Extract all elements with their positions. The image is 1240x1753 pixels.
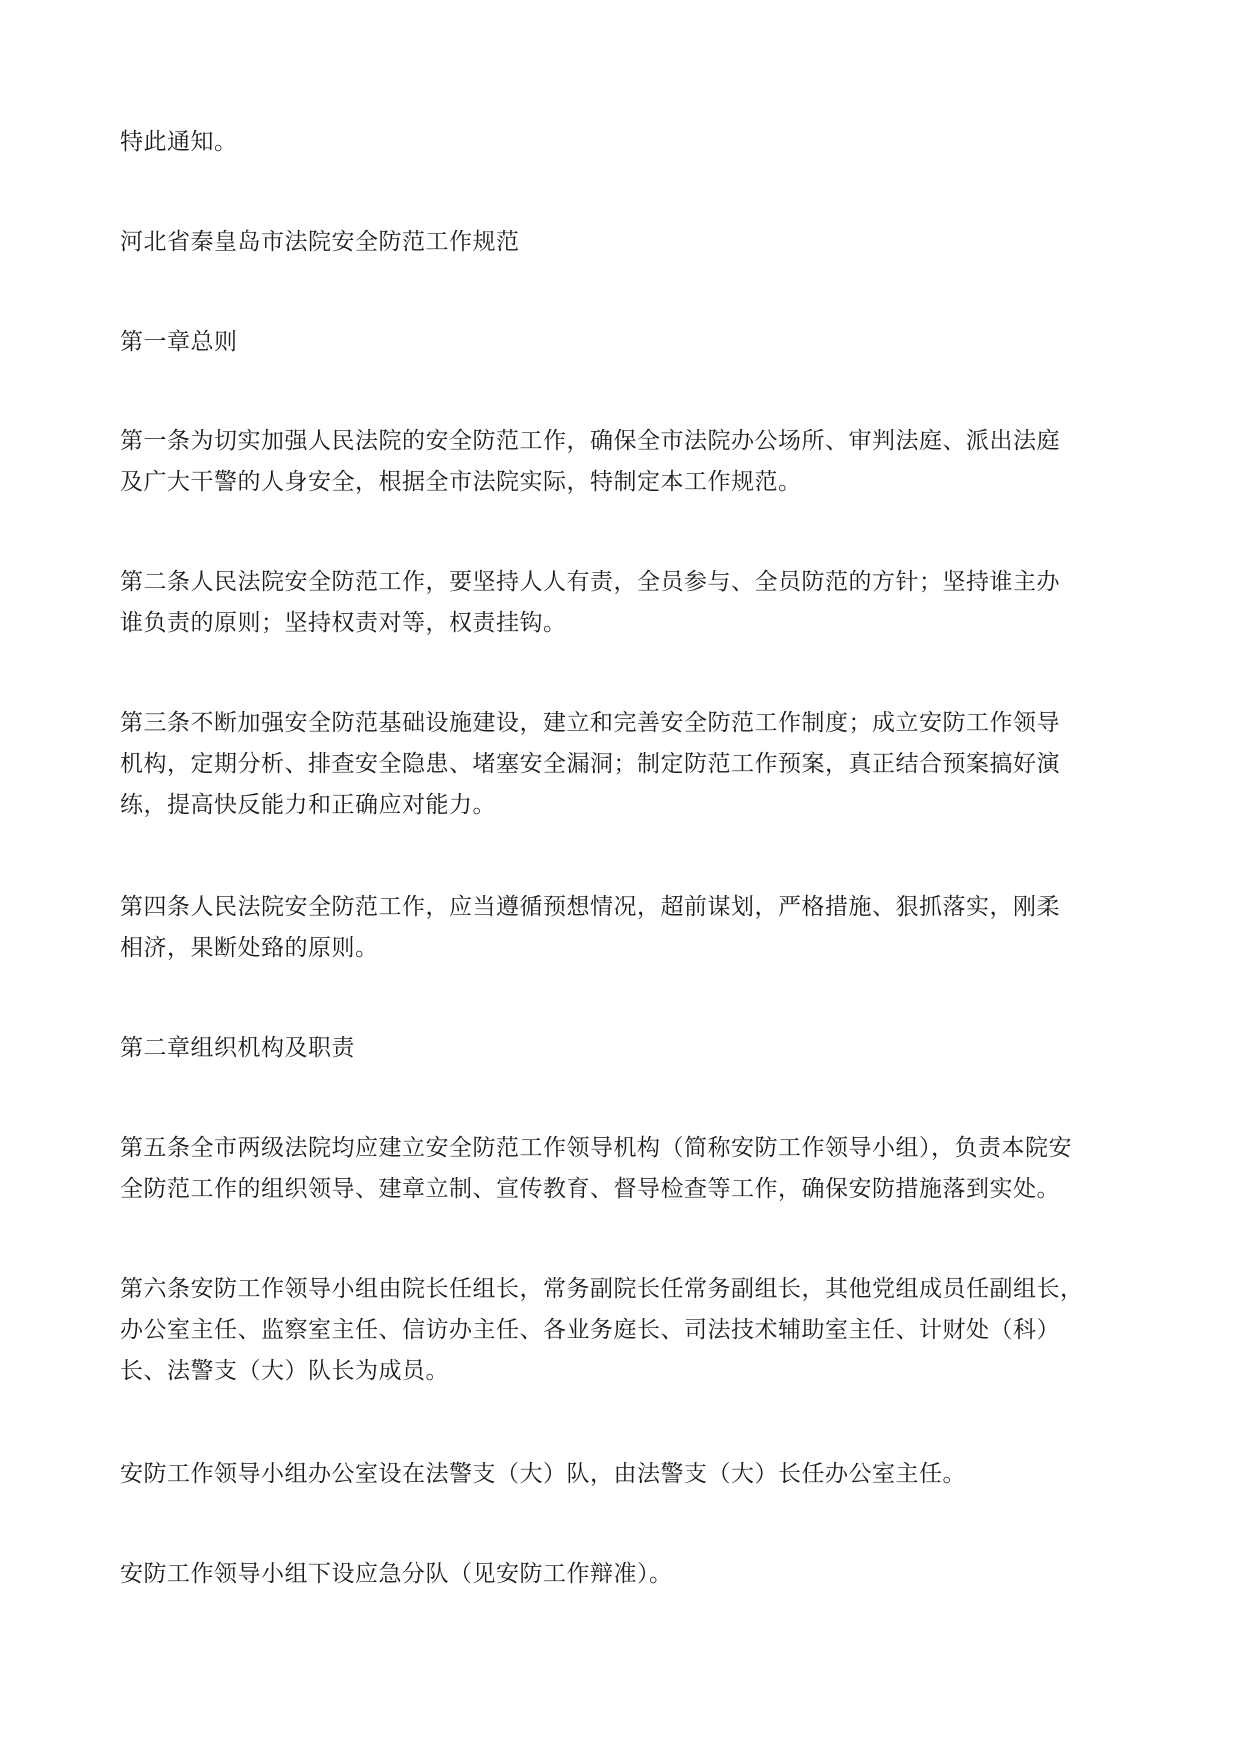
text-line: 机构，定期分析、排查安全隐患、堵塞安全漏洞；制定防范工作预案，真正结合预案搞好演 (120, 751, 1060, 777)
text-line: 第六条安防工作领导小组由院长任组长，常务副院长任常务副组长，其他党组成员任副组长， (120, 1276, 1084, 1302)
text-line: 第二章组织机构及职责 (120, 1035, 355, 1061)
text-line: 办公室主任、监察室主任、信访办主任、各业务庭长、司法技术辅助室主任、计财处（科） (120, 1317, 1060, 1343)
closing-note (120, 122, 1130, 163)
text-line: 第二条人民法院安全防范工作，要坚持人人有责，全员参与、全员防范的方针；坚持谁主办 (120, 569, 1060, 595)
text-line: 全防范工作的组织领导、建章立制、宣传教育、督导检查等工作，确保安防措施落到实处。 (120, 1176, 1060, 1202)
text-line: 第三条不断加强安全防范基础设施建设，建立和完善安全防范工作制度；成立安防工作领导 (120, 710, 1060, 736)
text-line: 安防工作领导小组下设应急分队（见安防工作辩准）。 (120, 1561, 673, 1587)
article-1 (120, 421, 1130, 503)
text-line: 谁负责的原则；坚持权责对等，权责挂钩。 (120, 610, 567, 636)
text-line: 安防工作领导小组办公室设在法警支（大）队，由法警支（大）长任办公室主任。 (120, 1461, 966, 1487)
article-6 (120, 1269, 1130, 1392)
emergency-team-note (120, 1554, 1130, 1595)
article-5 (120, 1128, 1130, 1210)
text-line: 特此通知。 (120, 129, 238, 155)
text-line: 长、法警支（大）队长为成员。 (120, 1358, 449, 1384)
text-line: 河北省秦皇岛市法院安全防范工作规范 (120, 229, 520, 255)
chapter-heading-2 (120, 1028, 1130, 1069)
text-line: 及广大干警的人身安全，根据全市法院实际，特制定本工作规范。 (120, 469, 802, 495)
document-title (120, 222, 1130, 263)
office-note (120, 1454, 1130, 1495)
text-line: 相济，果断处臵的原则。 (120, 935, 379, 961)
article-4 (120, 887, 1130, 969)
article-2 (120, 562, 1130, 644)
text-line: 第一条为切实加强人民法院的安全防范工作，确保全市法院办公场所、审判法庭、派出法庭 (120, 428, 1060, 454)
text-line: 第一章总则 (120, 329, 238, 355)
text-line: 第五条全市两级法院均应建立安全防范工作领导机构（简称安防工作领导小组），负责本院安 (120, 1135, 1072, 1161)
chapter-heading-1 (120, 322, 1130, 363)
text-line: 练，提高快反能力和正确应对能力。 (120, 792, 496, 818)
article-3 (120, 703, 1130, 826)
text-line: 第四条人民法院安全防范工作，应当遵循预想情况，超前谋划，严格措施、狠抓落实，刚柔 (120, 894, 1060, 920)
